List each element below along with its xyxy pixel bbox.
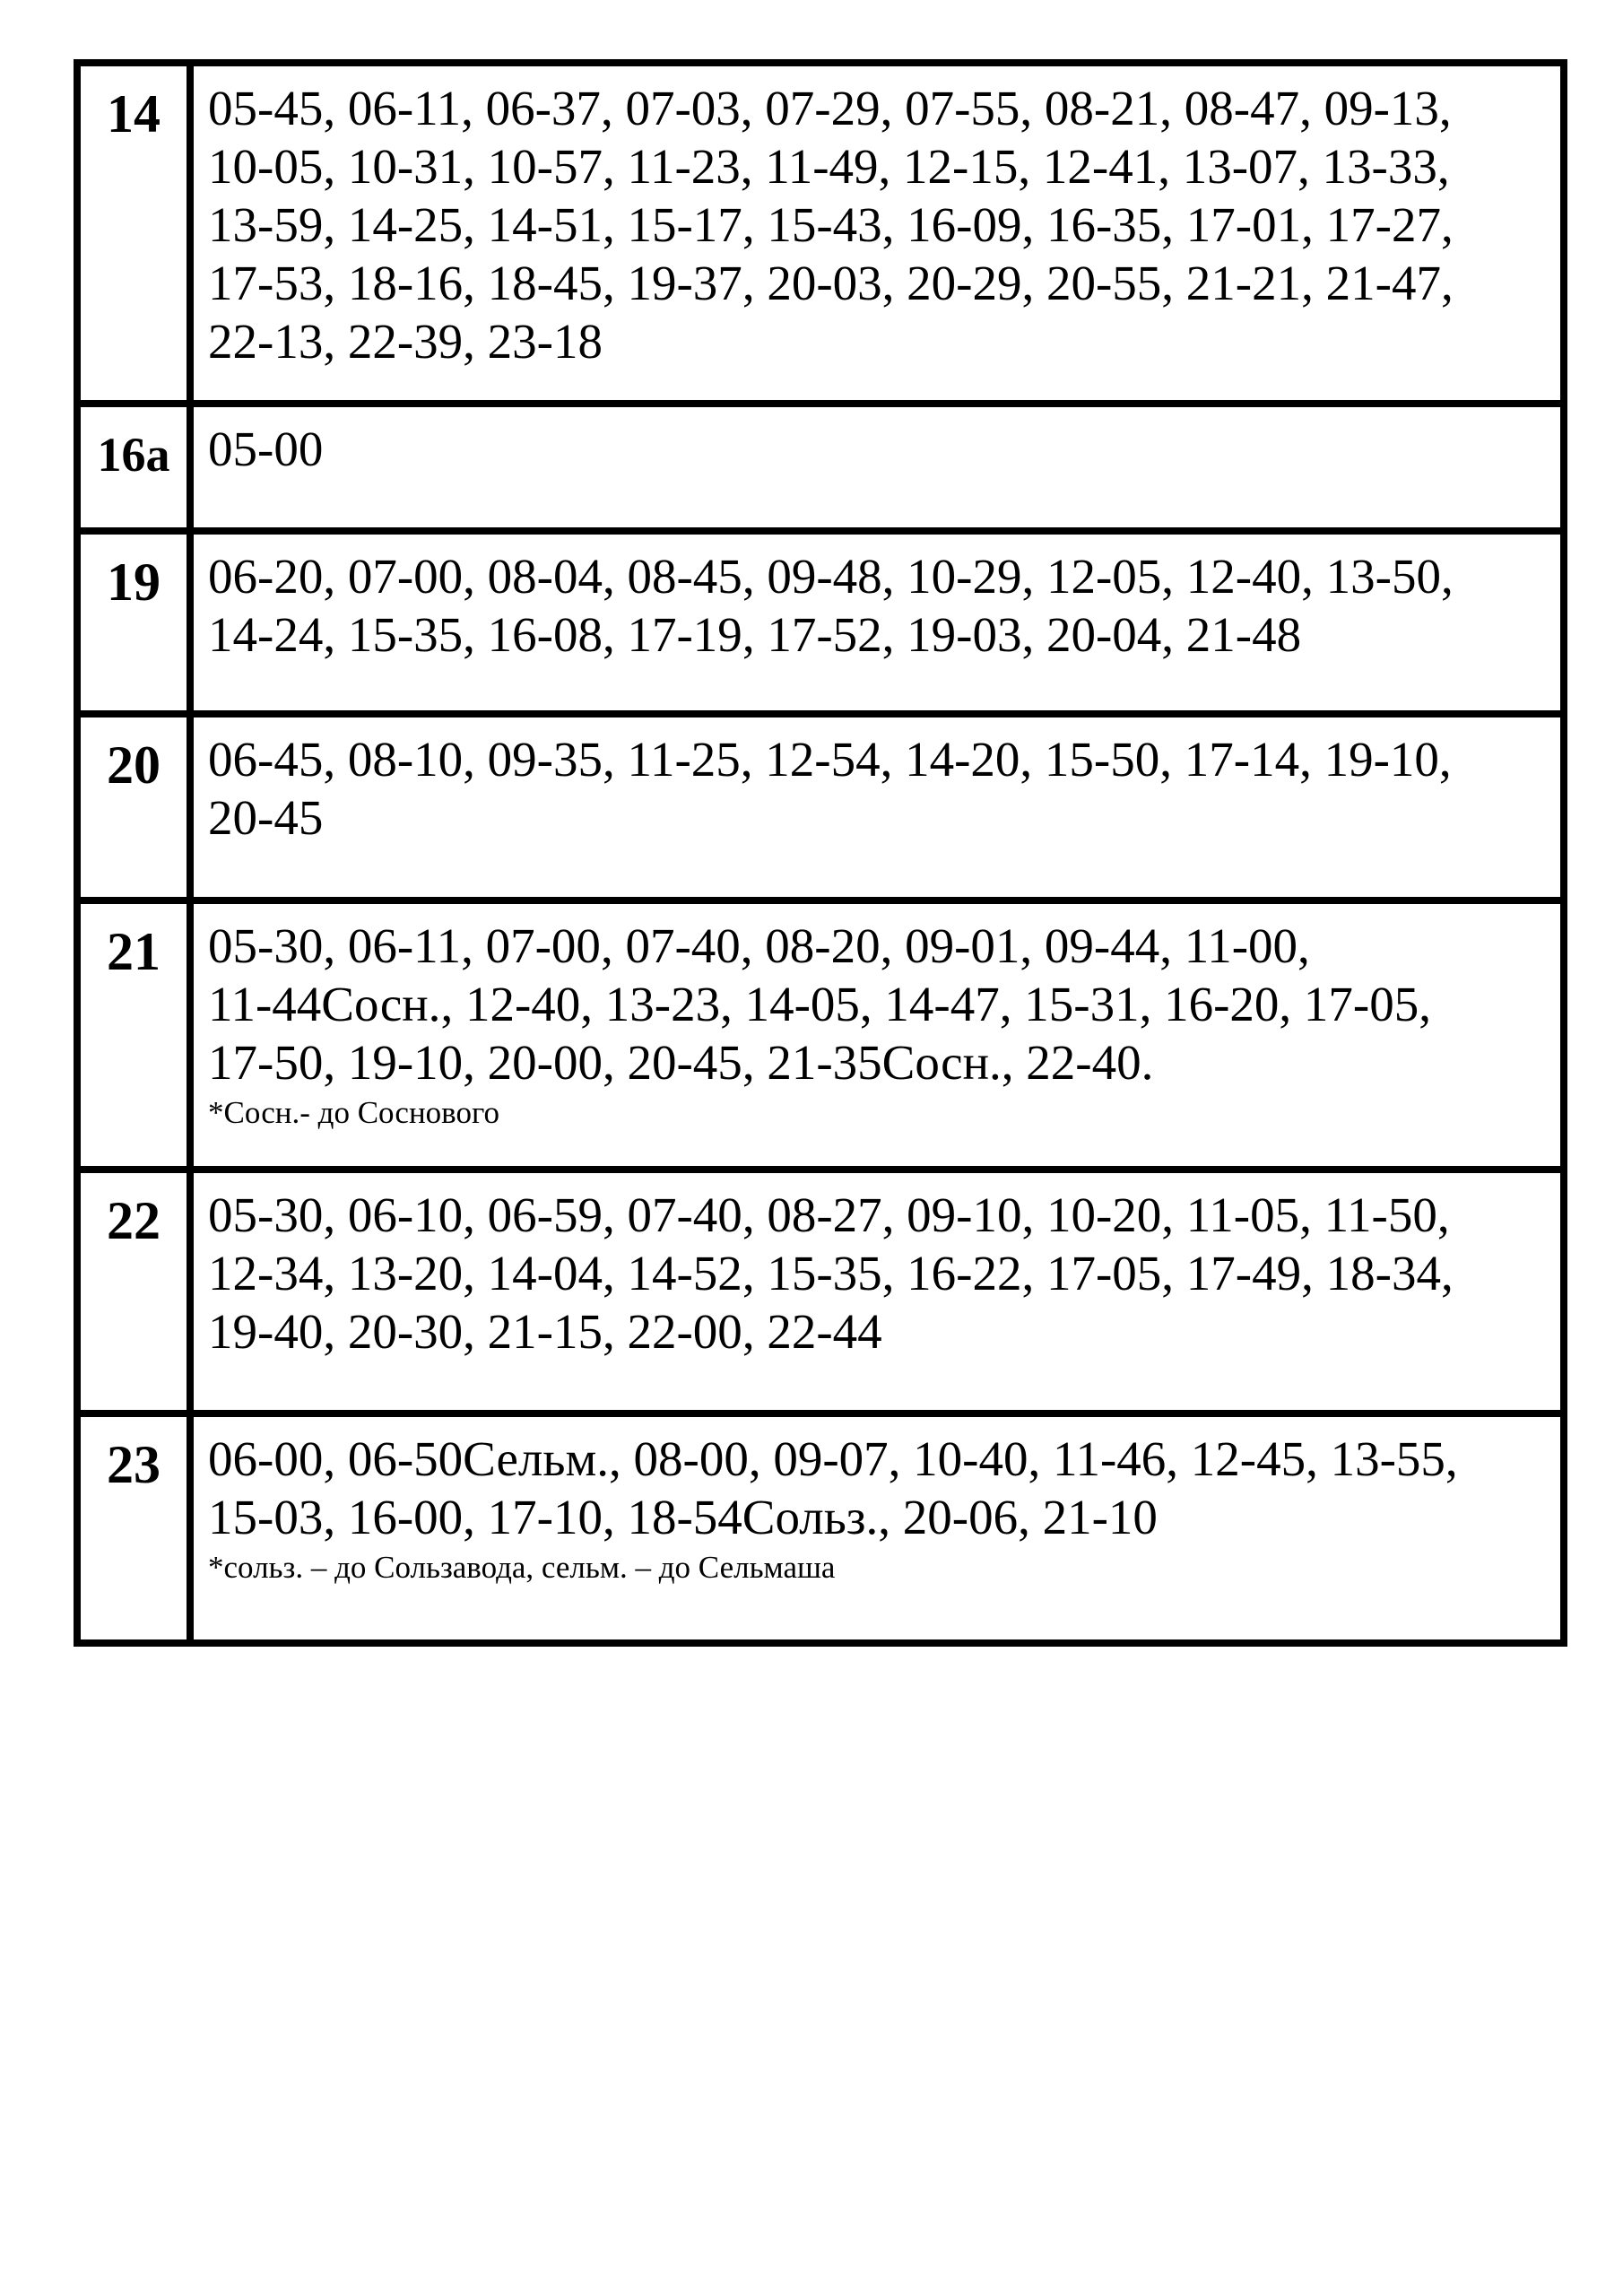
departure-time: 17-49 <box>1185 1246 1302 1300</box>
departure-time: 14-04 <box>487 1246 603 1300</box>
departure-time: 07-03 <box>625 81 741 135</box>
route-row <box>77 1413 1564 1643</box>
departure-time: 17-05 <box>1046 1246 1162 1300</box>
departure-time: 15-31 <box>1024 977 1140 1031</box>
departure-time: 20-55 <box>1046 256 1162 310</box>
departure-time: 16-22 <box>907 1246 1022 1300</box>
departure-time: 20-04 <box>1046 607 1162 662</box>
departure-time: 06-50Сельм. <box>347 1431 609 1486</box>
departure-time: 06-00 <box>208 1431 324 1486</box>
departure-time: 15-43 <box>767 197 882 252</box>
departure-time: 21-15 <box>487 1304 603 1359</box>
departure-time: 16-09 <box>907 197 1022 252</box>
route-times <box>190 714 1564 900</box>
departure-time: 12-54 <box>765 732 881 787</box>
times-list: 05-45, 06-11, 06-37, 07-03, 07-29, 07-55, 08-21, 08-47, 09-13, 10-05, 10-31, 10-57, 11-23, 11-49, 12-15, 12-41, 13-07, 13-33, 13-59, 14-25, 14-51, 15-17, 15-43, 16-09, 16-35, 17-01, 17-27, 17-53, 18-16, 18-45, 19-37, 20-03, 20-29, 20-55, 21-21, 21-47, 22-13, 22-39, 23-18 <box>208 81 1454 369</box>
times-list: 05-30, 06-11, 07-00, 07-40, 08-20, 09-01, 09-44, 11-00, 11-44Сосн., 12-40, 13-23, 14-05, 14-47, 15-31, 16-20, 17-05, 17-50, 19-10, 20-00, 20-45, 21-35Сосн., 22-40. <box>208 918 1431 1090</box>
departure-time: 17-05 <box>1303 977 1419 1031</box>
departure-time: 15-17 <box>627 197 742 252</box>
departure-time: 12-40 <box>464 977 581 1031</box>
departure-time: 06-11 <box>347 918 462 973</box>
route-number: 20 <box>77 714 190 900</box>
departure-time: 08-04 <box>487 549 603 604</box>
departure-time: 18-34 <box>1325 1246 1441 1300</box>
departure-time: 20-03 <box>767 256 882 310</box>
departure-time: 14-51 <box>487 197 603 252</box>
departure-time: 07-55 <box>905 81 1020 135</box>
route-row <box>77 531 1564 714</box>
departure-time: 17-19 <box>627 607 742 662</box>
departure-time: 11-49 <box>765 139 879 194</box>
departure-time: 12-05 <box>1046 549 1162 604</box>
route-times <box>190 1413 1564 1643</box>
times-list: 05-30, 06-10, 06-59, 07-40, 08-27, 09-10, 10-20, 11-05, 11-50, 12-34, 13-20, 14-04, 14-52, 15-35, 16-22, 17-05, 17-49, 18-34, 19-40, 20-30, 21-15, 22-00, 22-44 <box>208 1187 1454 1359</box>
departure-time: 10-20 <box>1046 1187 1162 1242</box>
departure-time: 14-52 <box>627 1246 742 1300</box>
departure-time: 05-30 <box>208 1187 324 1242</box>
departure-time: 12-41 <box>1042 139 1159 194</box>
route-times <box>190 404 1564 531</box>
route-number: 22 <box>77 1170 190 1413</box>
departure-time: 20-30 <box>347 1304 464 1359</box>
route-number: 16а <box>77 404 190 531</box>
departure-time: 19-03 <box>907 607 1022 662</box>
route-times <box>190 1170 1564 1413</box>
times-list: 06-00, 06-50Сельм., 08-00, 09-07, 10-40, 11-46, 12-45, 13-55, 15-03, 16-00, 17-10, 18-54Сольз., 20-06, 21-10 <box>208 1431 1458 1544</box>
departure-time: 10-57 <box>487 139 603 194</box>
route-row <box>77 1170 1564 1413</box>
departure-time: 10-31 <box>347 139 464 194</box>
bus-schedule-table <box>74 59 1567 1647</box>
departure-time: 19-40 <box>208 1304 324 1359</box>
departure-time: 06-37 <box>485 81 601 135</box>
departure-time: 11-50 <box>1324 1187 1437 1242</box>
departure-time: 19-10 <box>1324 732 1439 787</box>
route-footnote: *Сосн.- до Соснового <box>208 1095 499 1130</box>
departure-time: 10-05 <box>208 139 324 194</box>
departure-time: 06-20 <box>208 549 324 604</box>
departure-time: 13-59 <box>208 197 324 252</box>
departure-time: 20-00 <box>487 1035 603 1090</box>
departure-time: 13-23 <box>604 977 721 1031</box>
departure-time: 22-00 <box>627 1304 742 1359</box>
departure-time: 06-45 <box>208 732 324 787</box>
departure-time: 16-00 <box>347 1490 464 1544</box>
departure-time: 21-21 <box>1185 256 1302 310</box>
departure-time: 23-18 <box>487 314 603 369</box>
route-row <box>77 404 1564 531</box>
departure-time: 12-45 <box>1190 1431 1306 1486</box>
departure-time: 17-50 <box>208 1035 324 1090</box>
departure-time: 14-24 <box>208 607 324 662</box>
departure-time: 16-35 <box>1046 197 1162 252</box>
departure-time: 10-29 <box>907 549 1022 604</box>
departure-time: 18-54Сольз. <box>627 1490 879 1544</box>
departure-time: 20-45 <box>627 1035 742 1090</box>
departure-time: 10-40 <box>913 1431 1028 1486</box>
departure-time: 22-13 <box>208 314 324 369</box>
route-number: 19 <box>77 531 190 714</box>
route-times <box>190 63 1564 404</box>
departure-time: 11-25 <box>627 732 741 787</box>
departure-time: 21-48 <box>1185 607 1302 662</box>
departure-time: 18-45 <box>487 256 603 310</box>
departure-time: 17-52 <box>767 607 882 662</box>
departure-time: 08-20 <box>765 918 881 973</box>
departure-time: 22-44 <box>767 1304 882 1359</box>
departure-time: 13-20 <box>347 1246 464 1300</box>
departure-time: 17-10 <box>487 1490 603 1544</box>
times-list <box>208 420 1549 478</box>
departure-time: 22-40. <box>1026 1035 1154 1090</box>
departure-time: 12-34 <box>208 1246 324 1300</box>
departure-time: 11-46 <box>1052 1431 1167 1486</box>
route-times <box>190 900 1564 1170</box>
departure-time: 13-55 <box>1330 1431 1445 1486</box>
departure-time: 07-29 <box>765 81 881 135</box>
departure-time: 17-27 <box>1325 197 1441 252</box>
route-times <box>190 531 1564 714</box>
departure-time: 13-50 <box>1325 549 1441 604</box>
route-number: 14 <box>77 63 190 404</box>
route-row <box>77 63 1564 404</box>
departure-time: 14-25 <box>347 197 464 252</box>
times-list: 06-20, 07-00, 08-04, 08-45, 09-48, 10-29, 12-05, 12-40, 13-50, 14-24, 15-35, 16-08, 17-19, 17-52, 19-03, 20-04, 21-48 <box>208 549 1454 662</box>
route-number: 23 <box>77 1413 190 1643</box>
departure-time: 13-33 <box>1322 139 1437 194</box>
departure-time: 19-10 <box>347 1035 464 1090</box>
departure-time: 07-40 <box>625 918 741 973</box>
departure-time: 12-15 <box>903 139 1019 194</box>
departure-time: 07-00 <box>347 549 464 604</box>
departure-time: 12-40 <box>1185 549 1302 604</box>
departure-time: 15-35 <box>767 1246 882 1300</box>
departure-time: 08-10 <box>347 732 464 787</box>
departure-time: 05-30 <box>208 918 324 973</box>
departure-time: 08-21 <box>1044 81 1160 135</box>
departure-time: 22-39 <box>347 314 464 369</box>
departure-time: 15-03 <box>208 1490 324 1544</box>
departure-time: 20-29 <box>907 256 1022 310</box>
departure-time: 18-16 <box>347 256 464 310</box>
departure-time: 20-06 <box>902 1490 1019 1544</box>
departure-time: 17-01 <box>1185 197 1302 252</box>
departure-time: 21-35Сосн. <box>767 1035 1002 1090</box>
departure-time: 20-45 <box>208 790 324 845</box>
departure-time: 15-35 <box>347 607 464 662</box>
departure-time: 14-47 <box>884 977 1000 1031</box>
departure-time: 09-10 <box>907 1187 1022 1242</box>
departure-time: 16-08 <box>487 607 603 662</box>
departure-time: 09-07 <box>773 1431 889 1486</box>
departure-time: 16-20 <box>1164 977 1280 1031</box>
departure-time: 09-35 <box>487 732 603 787</box>
departure-time: 11-23 <box>627 139 741 194</box>
departure-time: 09-13 <box>1324 81 1439 135</box>
route-number: 21 <box>77 900 190 1170</box>
departure-time: 09-01 <box>905 918 1020 973</box>
departure-time: 15-50 <box>1044 732 1160 787</box>
route-row <box>77 714 1564 900</box>
departure-time: 19-37 <box>627 256 742 310</box>
departure-time: 07-40 <box>627 1187 742 1242</box>
departure-time: 13-07 <box>1182 139 1298 194</box>
departure-time: 11-00 <box>1184 918 1298 973</box>
departure-time: 06-11 <box>347 81 462 135</box>
departure-time: 17-14 <box>1184 732 1300 787</box>
departure-time: 08-47 <box>1184 81 1300 135</box>
departure-time: 09-48 <box>767 549 882 604</box>
departure-time: 05-00 <box>208 422 324 476</box>
departure-time: 11-05 <box>1185 1187 1300 1242</box>
departure-time: 14-20 <box>905 732 1020 787</box>
departure-time: 05-45 <box>208 81 324 135</box>
times-list: 06-45, 08-10, 09-35, 11-25, 12-54, 14-20, 15-50, 17-14, 19-10, 20-45 <box>208 732 1452 845</box>
departure-time: 07-00 <box>485 918 601 973</box>
departure-time: 08-45 <box>627 549 742 604</box>
departure-time: 08-27 <box>767 1187 882 1242</box>
departure-time: 06-59 <box>487 1187 603 1242</box>
departure-time: 14-05 <box>744 977 860 1031</box>
departure-time: 11-44Сосн. <box>208 977 441 1031</box>
departure-time: 09-44 <box>1044 918 1160 973</box>
departure-time: 21-47 <box>1325 256 1441 310</box>
route-footnote: *сольз. – до Сользавода, сельм. – до Сельмаша <box>208 1550 836 1585</box>
departure-time: 21-10 <box>1042 1490 1158 1544</box>
departure-time: 06-10 <box>347 1187 464 1242</box>
route-row <box>77 900 1564 1170</box>
departure-time: 08-00 <box>633 1431 749 1486</box>
departure-time: 17-53 <box>208 256 324 310</box>
